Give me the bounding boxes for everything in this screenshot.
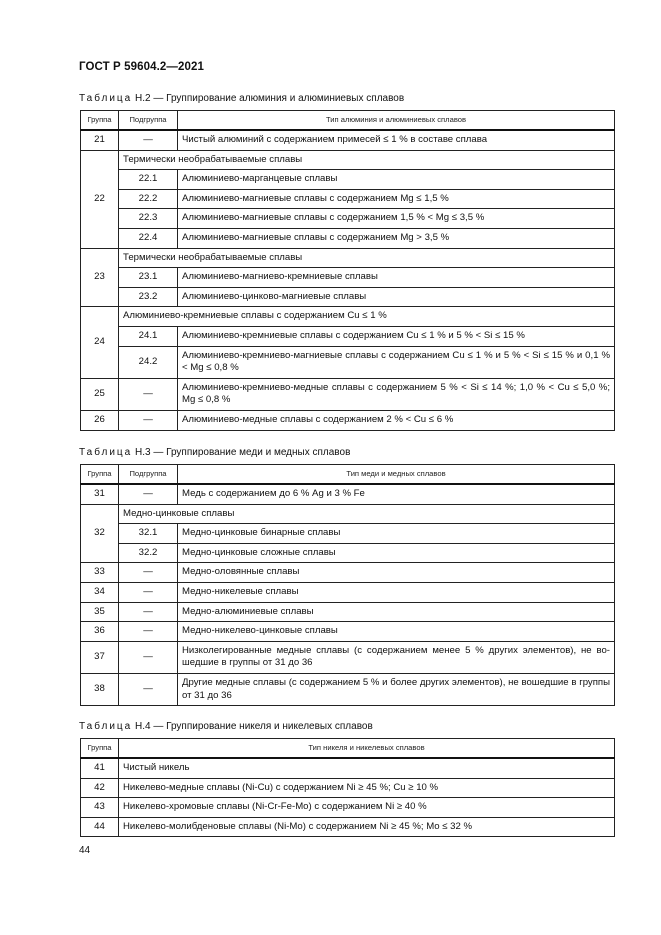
type-cell: Алюминиево-медные сплавы с содержанием 2 % < Cu ≤ 6 % xyxy=(178,410,615,430)
caption-label: Таблица xyxy=(79,93,133,104)
table-row xyxy=(81,150,615,170)
type-cell: Алюминиево-кремниевые сплавы с содержанием Cu ≤ 1 % и 5 % < Si ≤ 15 % xyxy=(178,326,615,346)
subgroup-cell: — xyxy=(119,484,178,504)
group-cell: 44 xyxy=(81,817,119,837)
subgroup-cell: 22.2 xyxy=(119,189,178,209)
table-h3 xyxy=(80,464,615,706)
type-cell: Медь с содержанием до 6 % Ag и 3 % Fe xyxy=(178,484,615,504)
type-cell: Алюминиево-магниевые сплавы с содержанием 1,5 % < Mg ≤ 3,5 % xyxy=(178,209,615,229)
group-heading-cell: Алюминиево-кремниевые сплавы с содержанием Cu ≤ 1 % xyxy=(119,307,615,327)
table-h4-caption xyxy=(79,721,373,732)
type-cell: Алюминиево-кремниево-медные сплавы с содержанием 5 % < Si ≤ 14 %; 1,0 % < Cu ≤ 5,0 %; Mg ≤ 0,8 % xyxy=(178,378,615,410)
type-cell: Алюминиево-марганцевые сплавы xyxy=(178,170,615,190)
table-row xyxy=(81,209,615,229)
table-row xyxy=(81,484,615,504)
table-row xyxy=(81,622,615,642)
group-heading-cell: Термически необрабатываемые сплавы xyxy=(119,150,615,170)
group-cell: 33 xyxy=(81,563,119,583)
document-id: ГОСТ Р 59604.2—2021 xyxy=(79,61,204,73)
group-heading-cell: Медно-цинковые сплавы xyxy=(119,504,615,524)
type-cell: Алюминиево-магниево-кремниевые сплавы xyxy=(178,268,615,288)
table-row xyxy=(81,346,615,378)
group-cell: 22 xyxy=(81,150,119,248)
type-cell: Медно-оловянные сплавы xyxy=(178,563,615,583)
type-cell: Медно-цинковые бинарные сплавы xyxy=(178,524,615,544)
type-cell: Низколегированные медные сплавы (с содержанием менее 5 % других элементов), не во-шедшие в группы от 31 до 36 xyxy=(178,641,615,673)
table-row xyxy=(81,189,615,209)
table-row xyxy=(81,130,615,150)
table-row xyxy=(81,673,615,705)
column-header-type: Тип никеля и никелевых сплавов xyxy=(119,739,615,759)
group-cell: 38 xyxy=(81,673,119,705)
subgroup-cell: 22.1 xyxy=(119,170,178,190)
table-row xyxy=(81,602,615,622)
subgroup-cell: — xyxy=(119,582,178,602)
table-row xyxy=(81,378,615,410)
table-h3-caption xyxy=(79,447,350,458)
type-cell: Алюминиево-кремниево-магниевые сплавы с содержанием Cu ≤ 1 % и 5 % < Si ≤ 15 % и 0,1 % < Mg ≤ 0,8 % xyxy=(178,346,615,378)
caption-text: Н.3 — Группирование меди и медных сплавов xyxy=(135,447,351,458)
column-header-subgroup: Подгруппа xyxy=(119,111,178,131)
group-cell: 32 xyxy=(81,504,119,563)
column-header-subgroup: Подгруппа xyxy=(119,465,178,485)
table-row xyxy=(81,641,615,673)
subgroup-cell: — xyxy=(119,641,178,673)
group-cell: 21 xyxy=(81,130,119,150)
caption-text: Н.4 — Группирование никеля и никелевых сплавов xyxy=(135,721,373,732)
group-heading-cell: Термически необрабатываемые сплавы xyxy=(119,248,615,268)
table-row xyxy=(81,170,615,190)
group-cell: 35 xyxy=(81,602,119,622)
subgroup-cell: — xyxy=(119,410,178,430)
group-cell: 31 xyxy=(81,484,119,504)
subgroup-cell: — xyxy=(119,673,178,705)
caption-label: Таблица xyxy=(79,721,133,732)
group-cell: 25 xyxy=(81,378,119,410)
subgroup-cell: 23.1 xyxy=(119,268,178,288)
table-row xyxy=(81,287,615,307)
column-header-type: Тип меди и медных сплавов xyxy=(178,465,615,485)
subgroup-cell: — xyxy=(119,602,178,622)
table-row xyxy=(81,307,615,327)
subgroup-cell: 22.3 xyxy=(119,209,178,229)
table-row xyxy=(81,817,615,837)
group-cell: 34 xyxy=(81,582,119,602)
table-row xyxy=(81,504,615,524)
type-cell: Медно-алюминиевые сплавы xyxy=(178,602,615,622)
type-cell: Чистый никель xyxy=(119,758,615,778)
group-cell: 42 xyxy=(81,778,119,798)
table-row xyxy=(81,758,615,778)
table-row xyxy=(81,524,615,544)
subgroup-cell: 22.4 xyxy=(119,228,178,248)
table-row xyxy=(81,228,615,248)
table-h2-caption xyxy=(79,93,404,104)
subgroup-cell: 32.1 xyxy=(119,524,178,544)
subgroup-cell: 23.2 xyxy=(119,287,178,307)
column-header-group: Группа xyxy=(81,739,119,759)
type-cell: Другие медные сплавы (с содержанием 5 % и более других элементов), не вошедшие в группы от 31 до 36 xyxy=(178,673,615,705)
caption-text: Н.2 — Группирование алюминия и алюминиевых сплавов xyxy=(135,93,405,104)
type-cell: Никелево-хромовые сплавы (Ni-Cr-Fe-Mo) с содержанием Ni ≥ 40 % xyxy=(119,798,615,818)
type-cell: Алюминиево-магниевые сплавы с содержанием Mg ≤ 1,5 % xyxy=(178,189,615,209)
table-row xyxy=(81,268,615,288)
group-cell: 24 xyxy=(81,307,119,378)
group-cell: 36 xyxy=(81,622,119,642)
type-cell: Медно-никелево-цинковые сплавы xyxy=(178,622,615,642)
column-header-group: Группа xyxy=(81,111,119,131)
type-cell: Никелево-молибденовые сплавы (Ni-Mo) с содержанием Ni ≥ 45 %; Mo ≤ 32 % xyxy=(119,817,615,837)
table-row xyxy=(81,543,615,563)
group-cell: 23 xyxy=(81,248,119,307)
group-cell: 41 xyxy=(81,758,119,778)
table-row xyxy=(81,778,615,798)
type-cell: Никелево-медные сплавы (Ni-Cu) с содержанием Ni ≥ 45 %; Cu ≥ 10 % xyxy=(119,778,615,798)
table-h2 xyxy=(80,110,615,431)
subgroup-cell: — xyxy=(119,130,178,150)
type-cell: Медно-цинковые сложные сплавы xyxy=(178,543,615,563)
subgroup-cell: — xyxy=(119,563,178,583)
table-row xyxy=(81,326,615,346)
table-row xyxy=(81,582,615,602)
subgroup-cell: — xyxy=(119,378,178,410)
table-row xyxy=(81,248,615,268)
subgroup-cell: 32.2 xyxy=(119,543,178,563)
column-header-group: Группа xyxy=(81,465,119,485)
type-cell: Алюминиево-магниевые сплавы с содержанием Mg > 3,5 % xyxy=(178,228,615,248)
column-header-type: Тип алюминия и алюминиевых сплавов xyxy=(178,111,615,131)
table-row xyxy=(81,563,615,583)
table-row xyxy=(81,798,615,818)
group-cell: 43 xyxy=(81,798,119,818)
subgroup-cell: 24.2 xyxy=(119,346,178,378)
type-cell: Чистый алюминий с содержанием примесей ≤ 1 % в составе сплава xyxy=(178,130,615,150)
table-h4 xyxy=(80,738,615,837)
type-cell: Алюминиево-цинково-магниевые сплавы xyxy=(178,287,615,307)
group-cell: 37 xyxy=(81,641,119,673)
group-cell: 26 xyxy=(81,410,119,430)
page-number: 44 xyxy=(79,845,91,856)
subgroup-cell: — xyxy=(119,622,178,642)
subgroup-cell: 24.1 xyxy=(119,326,178,346)
caption-label: Таблица xyxy=(79,447,133,458)
type-cell: Медно-никелевые сплавы xyxy=(178,582,615,602)
table-row xyxy=(81,410,615,430)
